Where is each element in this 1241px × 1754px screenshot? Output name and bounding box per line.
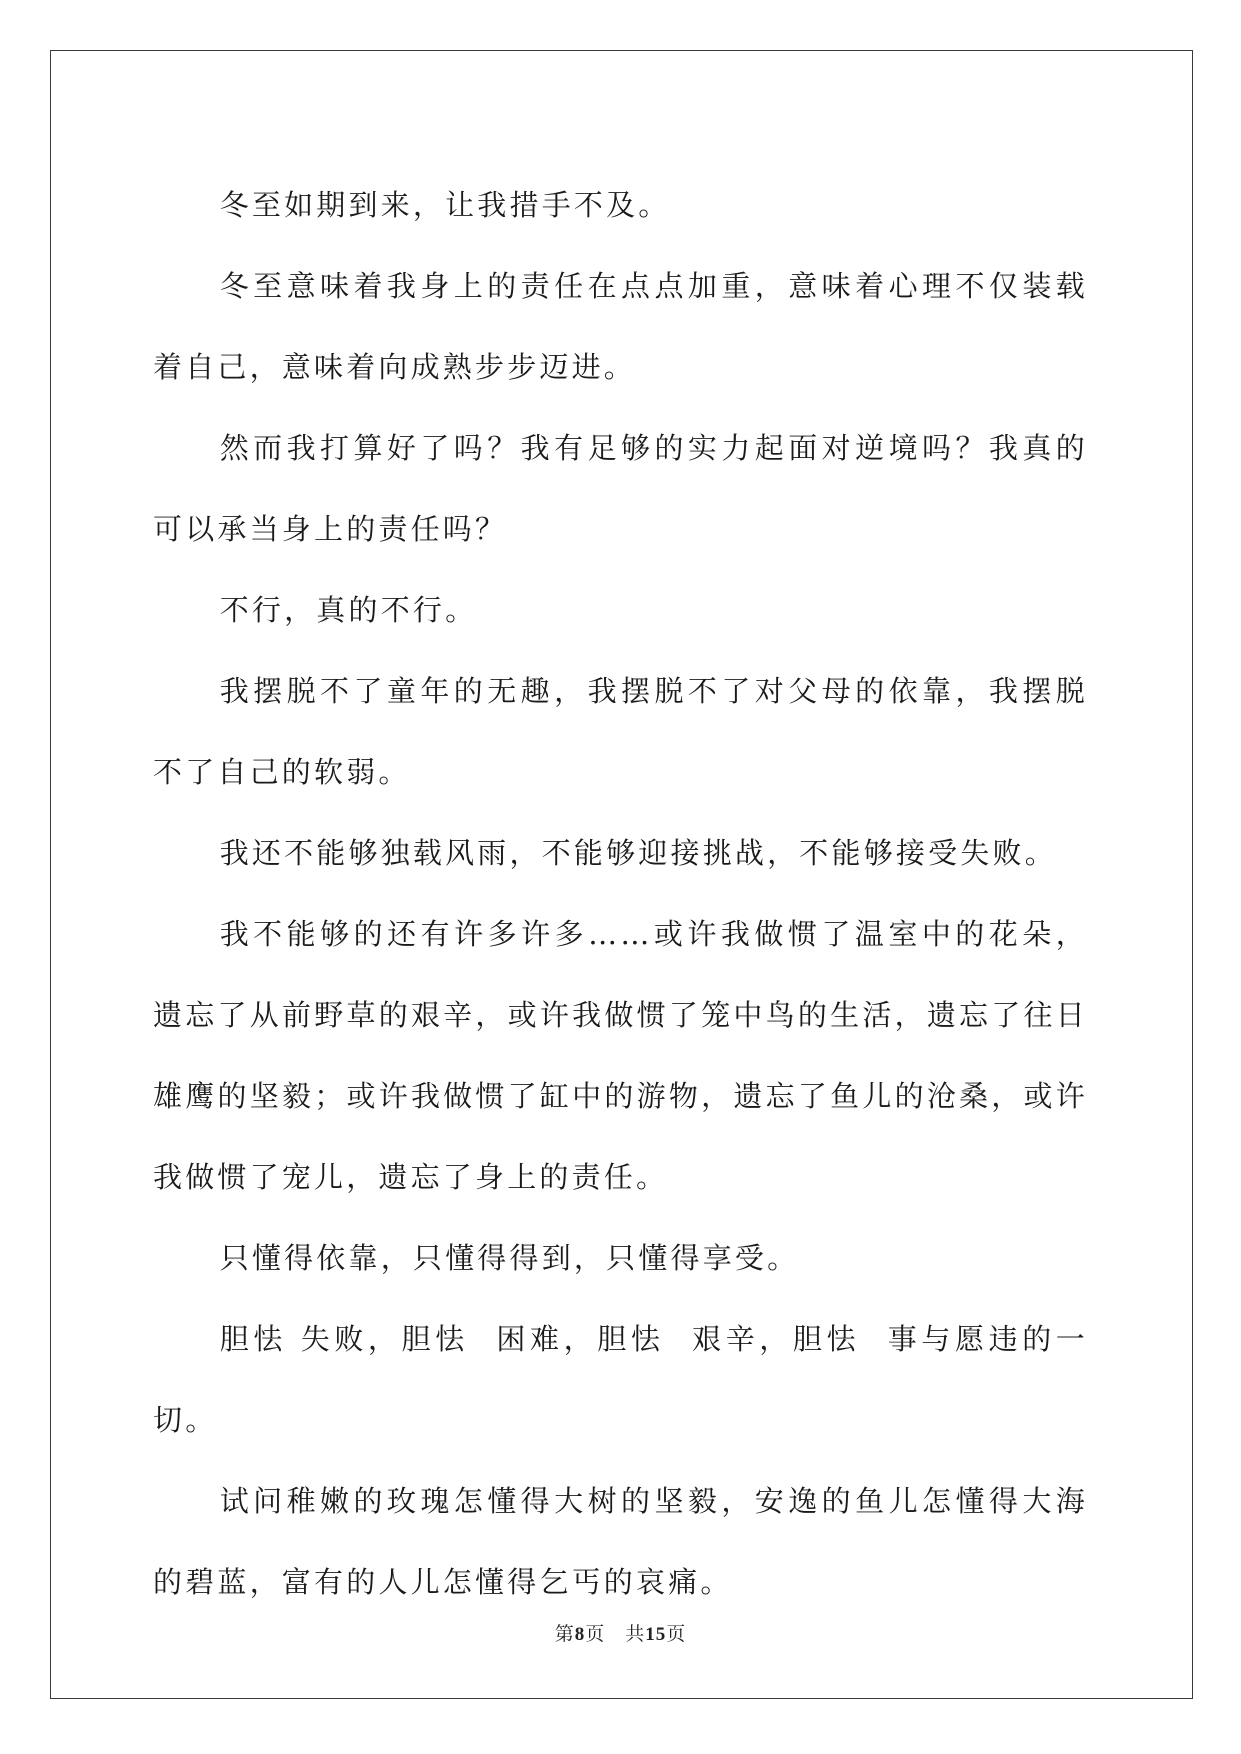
paragraph: 然而我打算好了吗？我有足够的实力起面对逆境吗？我真的可以承当身上的责任吗？ — [153, 431, 1088, 546]
page-number: 8 — [574, 1624, 586, 1645]
paragraph: 试问稚嫩的玫瑰怎懂得大树的坚毅，安逸的鱼儿怎懂得大海的碧蓝，富有的人儿怎懂得乞丐的哀痛。 — [153, 1484, 1088, 1599]
page-suffix: 页 — [585, 1623, 606, 1645]
paragraph: 胆怯 失败，胆怯 困难，胆怯 艰辛，胆怯 事与愿违的一切。 — [153, 1322, 1088, 1437]
paragraph: 只懂得依靠，只懂得得到，只懂得享受。 — [219, 1241, 800, 1275]
total-suffix: 页 — [666, 1623, 687, 1645]
page-footer — [0, 1619, 1241, 1646]
document-body — [153, 165, 1088, 1623]
paragraph: 冬至意味着我身上的责任在点点加重，意味着心理不仅装载着自己，意味着向成熟步步迈进。 — [153, 269, 1088, 384]
total-prefix: 共 — [625, 1623, 646, 1645]
paragraph: 我摆脱不了童年的无趣，我摆脱不了对父母的依靠，我摆脱不了自己的软弱。 — [153, 674, 1088, 789]
paragraph: 冬至如期到来，让我措手不及。 — [219, 188, 671, 222]
page-prefix: 第 — [554, 1623, 575, 1645]
paragraph: 不行，真的不行。 — [219, 593, 478, 627]
paragraph: 我不能够的还有许多许多……或许我做惯了温室中的花朵，遗忘了从前野草的艰辛，或许我做惯了笼中鸟的生活，遗忘了往日雄鹰的坚毅；或许我做惯了缸中的游物，遗忘了鱼儿的沧桑，或许我做惯了宠儿，遗忘了身上的责任。 — [153, 917, 1088, 1194]
paragraph: 我还不能够独载风雨，不能够迎接挑战，不能够接受失败。 — [219, 836, 1057, 870]
total-pages: 15 — [645, 1624, 667, 1645]
